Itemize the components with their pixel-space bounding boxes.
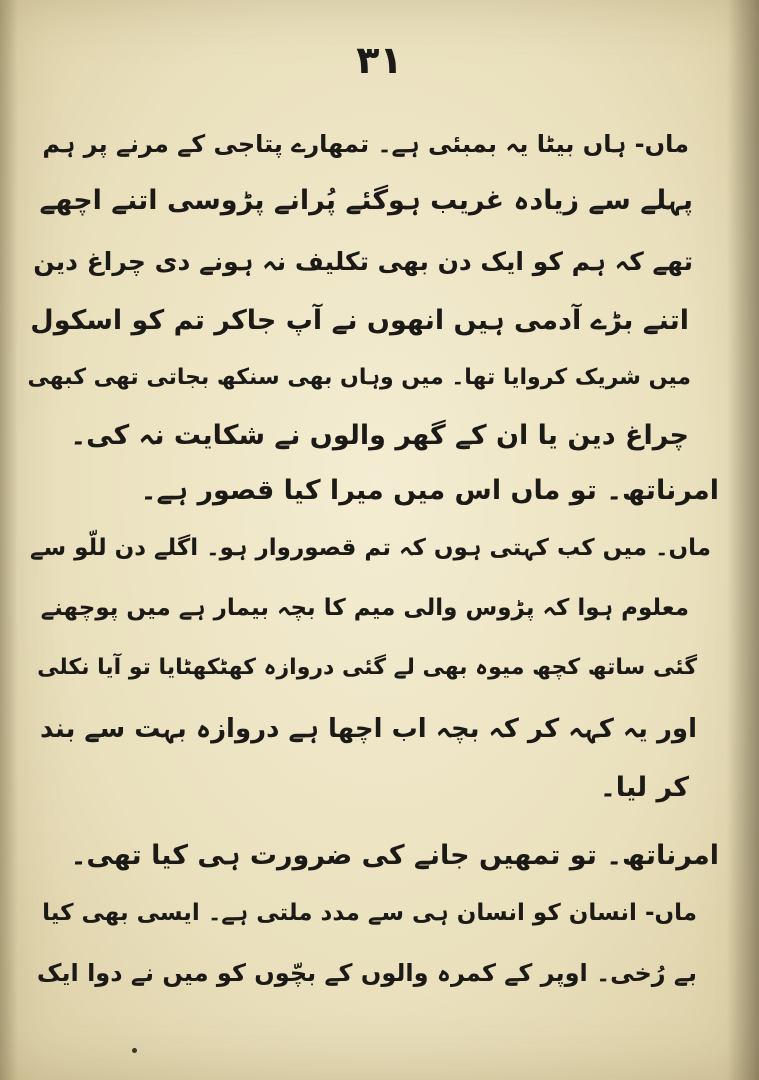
text-line-7: امرناتھ۔ تو ماں اس میں میرا کیا قصور ہے۔ (140, 475, 719, 506)
text-line-13: امرناتھ۔ تو تمھیں جانے کی ضرورت ہی کیا تھی۔ (70, 840, 719, 871)
text-line-10: گئی ساتھ کچھ میوہ بھی لے گئی دروازہ کھٹکھٹایا تو آیا نکلی (37, 655, 697, 680)
text-line-2: پہلے سے زیادہ غریب ہوگئے پُرانے پڑوسی اتنے اچھے (39, 185, 693, 216)
page-right-shadow (727, 0, 759, 1080)
text-line-5: میں شریک کروایا تھا۔ میں وہاں بھی سنکھ بجاتی تھی کبھی (27, 365, 691, 390)
text-line-8: ماں۔ میں کب کہتی ہوں کہ تم قصوروار ہو۔ اگلے دن للّو سے (30, 535, 711, 561)
text-line-12: کر لیا۔ (599, 772, 689, 803)
text-line-4: اتنے بڑے آدمی ہیں انھوں نے آپ جاکر تم کو اسکول (30, 305, 689, 336)
text-line-6: چراغ دین یا ان کے گھر والوں نے شکایت نہ کی۔ (70, 420, 689, 451)
text-line-9: معلوم ہوا کہ پڑوس والی میم کا بچہ بیمار ہے میں پوچھنے (40, 595, 689, 621)
text-line-11: اور یہ کہہ کر کہ بچہ اب اچھا ہے دروازہ بہت سے بند (39, 714, 697, 744)
text-line-3: تھے کہ ہم کو ایک دن بھی تکلیف نہ ہونے دی چراغ دین (33, 247, 693, 276)
page-number: ۳۱ (356, 38, 403, 82)
text-line-1: ماں- ہاں بیٹا یہ بمبئی ہے۔ تمھارے پتاجی کے مرنے پر ہم (42, 130, 689, 158)
page-left-shadow (0, 0, 18, 1080)
text-line-14: ماں- انسان کو انسان ہی سے مدد ملتی ہے۔ ایسی بھی کیا (42, 900, 697, 926)
text-line-15: بے رُخی۔ اوپر کے کمرہ والوں کے بچّوں کو میں نے دوا ایک (36, 959, 697, 987)
ink-speck (132, 1048, 137, 1053)
